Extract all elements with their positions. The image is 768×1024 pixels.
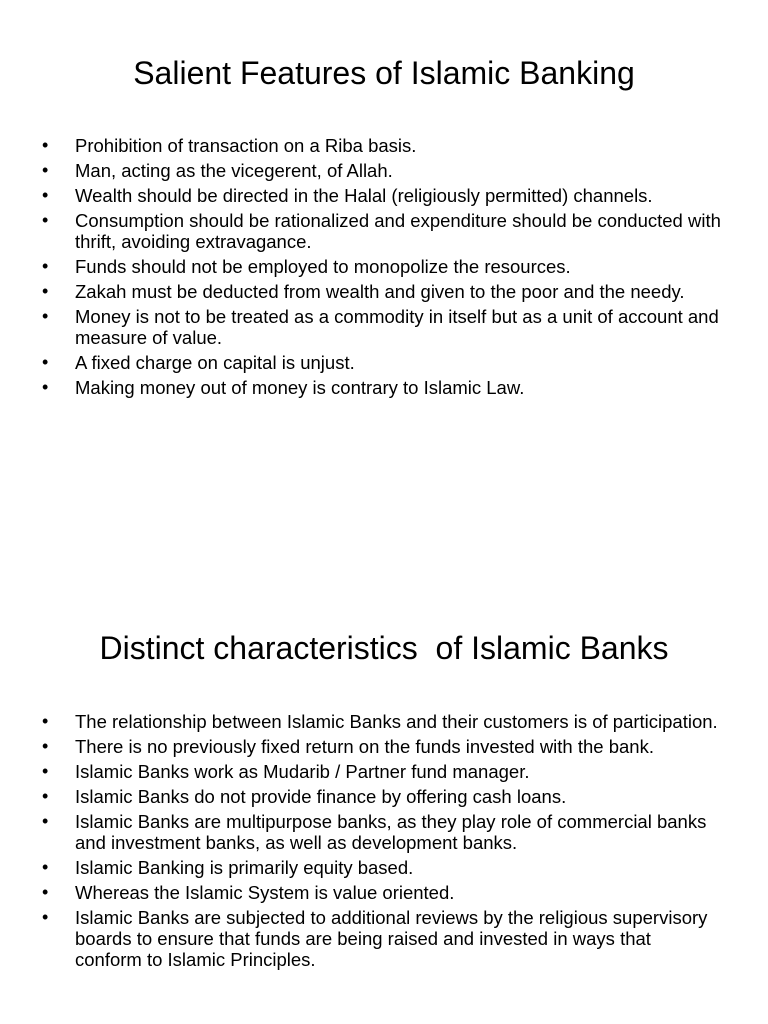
bullet-icon: • (42, 857, 49, 877)
slide-distinct-characteristics (0, 512, 768, 1024)
list-item (42, 761, 722, 782)
bullet-icon: • (42, 210, 49, 230)
bullet-text: There is no previously fixed return on the funds invested with the bank. (75, 736, 654, 757)
bullet-icon: • (42, 736, 49, 756)
bullet-text: Islamic Banks work as Mudarib / Partner fund manager. (75, 761, 530, 782)
bullet-list (42, 711, 722, 974)
list-item (42, 711, 722, 732)
bullet-text: Prohibition of transaction on a Riba basis. (75, 135, 417, 156)
bullet-icon: • (42, 306, 49, 326)
bullet-text: A fixed charge on capital is unjust. (75, 352, 355, 373)
bullet-text: Money is not to be treated as a commodity in itself but as a unit of account and measure of value. (75, 306, 719, 348)
slide-title: Salient Features of Islamic Banking (133, 55, 635, 91)
list-item (42, 185, 722, 206)
bullet-icon: • (42, 281, 49, 301)
bullet-text: Man, acting as the vicegerent, of Allah. (75, 160, 393, 181)
bullet-icon: • (42, 786, 49, 806)
bullet-text: Islamic Banks do not provide finance by offering cash loans. (75, 786, 567, 807)
list-item (42, 377, 722, 398)
list-item (42, 857, 722, 878)
list-item (42, 135, 722, 156)
bullet-list (42, 135, 722, 402)
bullet-text: Consumption should be rationalized and expenditure should be conducted with thrift, avoiding extravagance. (75, 210, 721, 252)
list-item (42, 736, 722, 757)
bullet-icon: • (42, 352, 49, 372)
list-item (42, 281, 722, 302)
list-item (42, 306, 722, 348)
slide-title: Distinct characteristics of Islamic Banks (99, 630, 669, 666)
bullet-icon: • (42, 135, 49, 155)
bullet-text: Funds should not be employed to monopolize the resources. (75, 256, 571, 277)
list-item (42, 210, 722, 252)
bullet-icon: • (42, 811, 49, 831)
bullet-icon: • (42, 256, 49, 276)
list-item (42, 256, 722, 277)
list-item (42, 160, 722, 181)
bullet-text: Zakah must be deducted from wealth and given to the poor and the needy. (75, 281, 685, 302)
list-item (42, 907, 722, 970)
bullet-text: Islamic Banking is primarily equity based. (75, 857, 414, 878)
list-item (42, 811, 722, 853)
bullet-icon: • (42, 160, 49, 180)
bullet-text: The relationship between Islamic Banks and their customers is of participation. (75, 711, 718, 732)
list-item (42, 882, 722, 903)
bullet-text: Whereas the Islamic System is value oriented. (75, 882, 455, 903)
bullet-icon: • (42, 711, 49, 731)
bullet-icon: • (42, 907, 49, 927)
bullet-icon: • (42, 882, 49, 902)
bullet-text: Wealth should be directed in the Halal (religiously permitted) channels. (75, 185, 653, 206)
bullet-text: Making money out of money is contrary to Islamic Law. (75, 377, 525, 398)
bullet-text: Islamic Banks are multipurpose banks, as they play role of commercial banks and investment banks, as well as development banks. (75, 811, 707, 853)
bullet-text: Islamic Banks are subjected to additional reviews by the religious supervisory boards to ensure that funds are being raised and invested in ways that conform to Islamic Principles. (75, 907, 708, 970)
bullet-icon: • (42, 761, 49, 781)
bullet-icon: • (42, 185, 49, 205)
bullet-icon: • (42, 377, 49, 397)
list-item (42, 786, 722, 807)
list-item (42, 352, 722, 373)
